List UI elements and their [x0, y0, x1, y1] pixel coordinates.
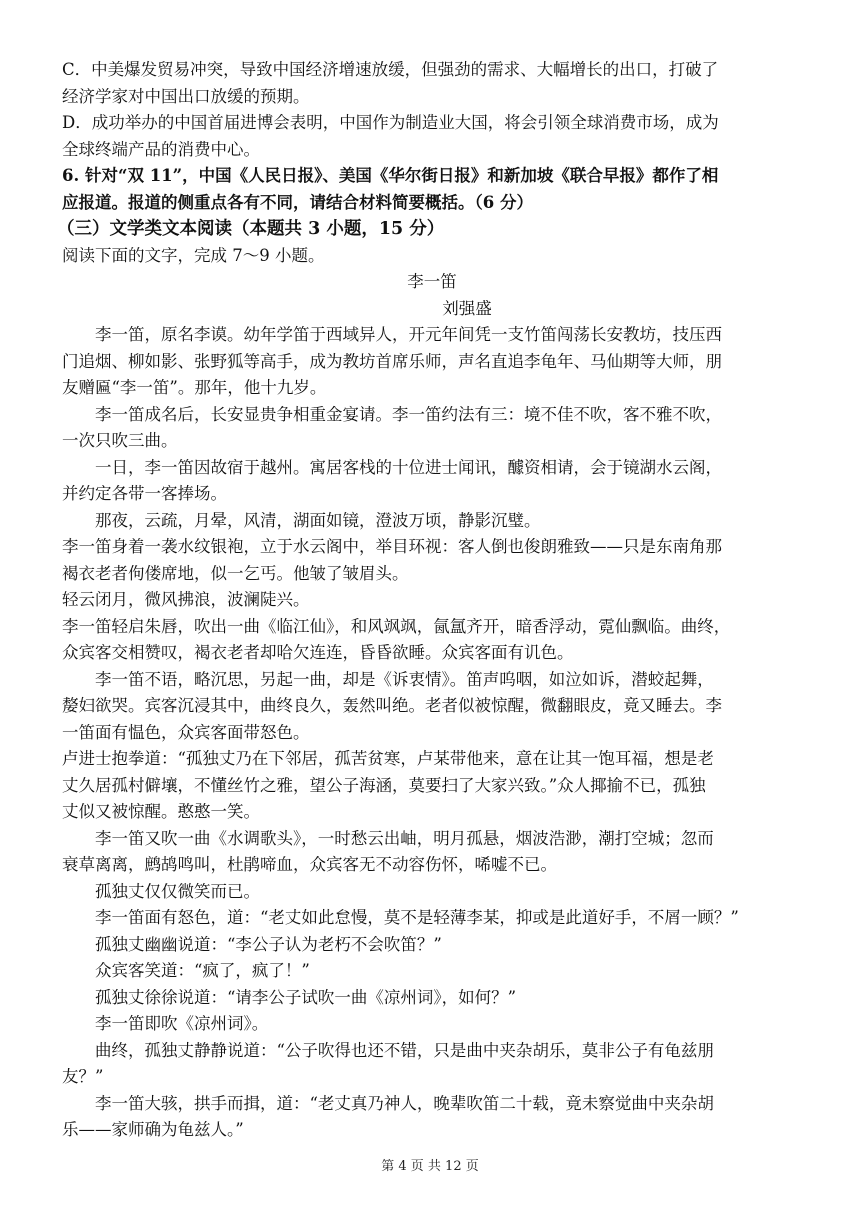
story-line: 丈似又被惊醒。憨憨一笑。	[62, 802, 260, 821]
page-footer: 第 4 页 共 12 页	[381, 1159, 479, 1174]
document-page	[57, 57, 802, 1144]
option-c-line-1: C．中美爆发贸易冲突，导致中国经济增速放缓，但强劲的需求、大幅增长的出口，打破了	[62, 60, 719, 79]
story-line: 众宾客笑道：“疯了，疯了！”	[95, 961, 310, 980]
story-line: 轻云闭月，微风拂浪，波澜陡兴。	[62, 590, 310, 609]
story-line: 李一笛面有怒色，道：“老丈如此怠慢，莫不是轻薄李某，抑或是此道好手，不屑一顾？”	[95, 908, 739, 927]
story-line: 李一笛即吹《凉州词》。	[95, 1014, 269, 1033]
story-line: 友赠匾“李一笛”。那年，他十九岁。	[62, 378, 327, 397]
story-line: 并约定各带一客捧场。	[62, 484, 227, 503]
story-line: 孤独丈徐徐说道：“请李公子试吹一曲《凉州词》，如何？”	[95, 987, 517, 1007]
story-line: 曲终，孤独丈静静说道：“公子吹得也还不错，只是曲中夹杂胡乐，莫非公子有龟兹朋	[95, 1040, 714, 1060]
question-6-line-1: 6. 针对“双 11”，中国《人民日报》、美国《华尔街日报》和新加坡《联合早报》都作了相	[62, 166, 719, 185]
question-6-line-2: 应报道。报道的侧重点各有不同，请结合材料简要概括。（6 分）	[62, 192, 533, 212]
option-c-line-2: 经济学家对中国出口放缓的预期。	[62, 86, 310, 106]
story-line: 卢进士抱拳道：“孤独丈乃在下邻居，孤苦贫寒，卢某带他来，意在让其一饱耳福，想是老	[62, 749, 714, 768]
story-line: 褐衣老者佝偻席地，似一乞丐。他皱了皱眉头。	[62, 563, 409, 583]
section-instruction: 阅读下面的文字，完成 7～9 小题。	[62, 245, 325, 265]
story-author: 刘强盛	[442, 298, 492, 318]
story-line: 门追烟、柳如影、张野狐等高手，成为教坊首席乐师，声名直追李龟年、马仙期等大师，朋	[62, 351, 722, 371]
section-heading: （三）文学类文本阅读（本题共 3 小题，15 分）	[57, 219, 445, 239]
story-line: 李一笛又吹一曲《水调歌头》，一时愁云出岫，明月孤悬，烟波浩渺，潮打空城；忽而	[95, 828, 714, 848]
story-line: 一次只吹三曲。	[62, 431, 178, 450]
story-line: 李一笛成名后，长安显贵争相重金宴请。李一笛约法有三：境不佳不吹，客不雅不吹，	[95, 404, 722, 424]
story-line: 李一笛轻启朱唇，吹出一曲《临江仙》，和风飒飒，氤氲齐开，暗香浮动，霓仙飘临。曲终，	[62, 616, 731, 636]
story-line: 李一笛身着一袭水纹银袍，立于水云阁中，举目环视：客人倒也俊朗雅致——只是东南角那	[62, 537, 722, 556]
story-title: 李一笛	[407, 272, 457, 291]
story-line: 嫠妇欲哭。宾客沉浸其中，曲终良久，轰然叫绝。老者似被惊醒，微翻眼皮，竟又睡去。李	[62, 696, 722, 715]
story-line: 李一笛，原名李谟。幼年学笛于西域异人，开元年间凭一支竹笛闯荡长安教坊，技压西	[95, 325, 722, 344]
story-line: 众宾客交相赞叹，褐衣老者却哈欠连连，昏昏欲睡。众宾客面有讥色。	[62, 643, 574, 662]
story-line: 丈久居孤村僻壤，不懂丝竹之雅，望公子海涵，莫要扫了大家兴致。”众人揶揄不已，孤独	[62, 775, 706, 795]
option-d-line-1: D．成功举办的中国首届进博会表明，中国作为制造业大国，将会引领全球消费市场，成为	[62, 113, 719, 132]
story-line: 李一笛不语，略沉思，另起一曲，却是《诉衷情》。笛声呜咽，如泣如诉，潜蛟起舞，	[95, 669, 714, 689]
story-line: 李一笛大骇，拱手而揖，道：“老丈真乃神人，晚辈吹笛二十载，竟未察觉曲中夹杂胡	[95, 1093, 714, 1113]
story-line: 一笛面有愠色，众宾客面带怒色。	[62, 722, 310, 742]
story-line: 友？”	[62, 1067, 104, 1086]
story-line: 孤独丈幽幽说道：“李公子认为老朽不会吹笛？”	[95, 934, 442, 954]
story-line: 乐——家师确为龟兹人。”	[62, 1120, 244, 1139]
story-line: 一日，李一笛因故宿于越州。寓居客栈的十位进士闻讯，醵资相请，会于镜湖水云阁，	[95, 457, 722, 477]
story-line: 那夜，云疏，月晕，风清，湖面如镜，澄波万顷，静影沉璧。	[95, 510, 541, 530]
story-line: 衰草离离，鹧鸪鸣叫，杜鹃啼血，众宾客无不动容伤怀，唏嘘不已。	[62, 855, 557, 874]
story-line: 孤独丈仅仅微笑而已。	[95, 881, 260, 901]
option-d-line-2: 全球终端产品的消费中心。	[62, 139, 260, 159]
